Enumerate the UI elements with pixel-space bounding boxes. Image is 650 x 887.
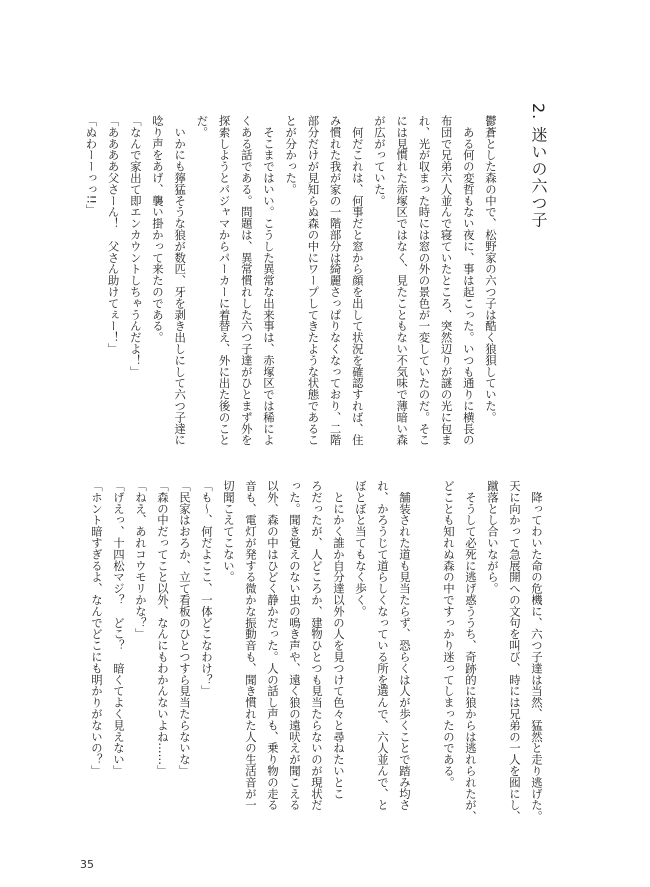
text-column: ある何の変哲もない夜に、事は起こった。いつも通りに横長の	[461, 115, 476, 446]
text-column: 部分だけが見知らぬ森の中にワープしてきたような状態であるこ	[306, 115, 321, 446]
text-column: 「ねえ、あれコウモリかな？」	[134, 480, 148, 640]
text-column: 「民家はおろか、立て看板のひとつすら見当たらないな」	[178, 480, 192, 777]
text-column: とにかく誰か自分達以外の人を見つけて色々と尋ねたいとこ	[332, 480, 346, 800]
text-column: 「げえっ、十四松マジ？ どこ？ 暗くてよく見えない」	[112, 480, 126, 777]
text-column: には見慣れた赤塚区ではなく、見たこともない不気味で薄暗い森	[395, 115, 410, 446]
chapter-title: 2. 迷いの六つ子	[529, 103, 548, 229]
text-column: が広がっていた。	[373, 115, 387, 207]
text-column: み慣れた我が家の一階部分は綺麗さっぱりなくなっており、二階	[328, 115, 343, 446]
text-column: 蹴落とし合いながら。	[486, 480, 500, 594]
text-column: 以外、森の中はひどく静かだった。人の話し声も、乗り物の走る	[266, 480, 280, 811]
text-column: くある話である。問題は、異常慣れした六つ子達がひとまず外を	[239, 115, 254, 446]
text-column: 「ホント暗すぎるよ、なんでどこにも明かりがないの？」	[90, 480, 104, 777]
text-column: そうして必死に逃げ惑ううち、奇跡的に狼からは逃れられたが、	[464, 480, 478, 822]
text-column: 「森の中だってこと以外、なんにもわかんないよね……」	[156, 480, 170, 777]
text-column: 音も、電灯が発する微かな振動音も、聞き慣れた人の生活音が一	[244, 480, 258, 811]
text-column: 「ぬわーーっっ!!」	[84, 115, 99, 216]
text-column: 「ああああ父さーん！ 父さん助けてぇー！」	[106, 115, 121, 355]
text-column: 降ってわいた命の危機に、六つ子達は当然、猛然と走り逃げた。	[530, 480, 544, 822]
text-column: 布団で兄弟六人並んで寝ていたところ、突然辺りが謎の光に包ま	[439, 115, 454, 446]
text-column: 探索しようとパジャマからパーカーに着替え、外に出た後のこと	[217, 115, 232, 446]
text-column: 何だこれは、何事だと窓から顔を出して状況を確認すれば、住	[350, 115, 365, 446]
text-column: どことも知れぬ森の中ですっかり迷ってしまったのである。	[442, 480, 456, 788]
text-column: 「なんで家出て即エンカウントしちゃうんだよ！」	[128, 115, 143, 378]
text-column: った。聞き覚えのない虫の鳴き声や、遠く狼の遠吠えが聞こえる	[288, 480, 302, 811]
text-column: 「も〜、何だよここ、一体どこなわけ？」	[200, 480, 214, 697]
text-column: そこまではいい。こうした異常な出来事は、赤塚区では稀によ	[262, 115, 276, 446]
text-column: 天に向かって急展開への文句を叫び、時には兄弟の一人を囮にし、	[508, 480, 522, 822]
text-column: 切聞こえてこない。	[222, 480, 236, 583]
page-number: 35	[80, 858, 94, 871]
text-column: 舗装された道も見当たらず、恐らくは人が歩くことで踏み均さ	[398, 480, 412, 811]
text-column: れ、かろうじて道らしくなっている所を選んで、六人並んで、と	[376, 480, 390, 811]
text-column: とが分かった。	[284, 115, 299, 195]
text-column: いかにも獰猛そうな狼が数匹、牙を剥き出しにして六つ子達に	[173, 115, 188, 446]
text-column: れ、光が収まった時には窓の外の景色が一変していたのだ。そこ	[417, 115, 432, 446]
text-column: だ。	[195, 115, 210, 138]
text-column: ぼとぼと当てもなく歩く。	[354, 480, 368, 617]
text-column: 唸り声をあげ、襲い掛かって来たのである。	[151, 115, 165, 343]
text-column: ろだったが、人どころか、建物ひとつも見当たらないのが現状だ	[310, 480, 324, 811]
text-column: 鬱蒼とした森の中で、松野家の六つ子は酷く狼狽していた。	[484, 115, 498, 423]
